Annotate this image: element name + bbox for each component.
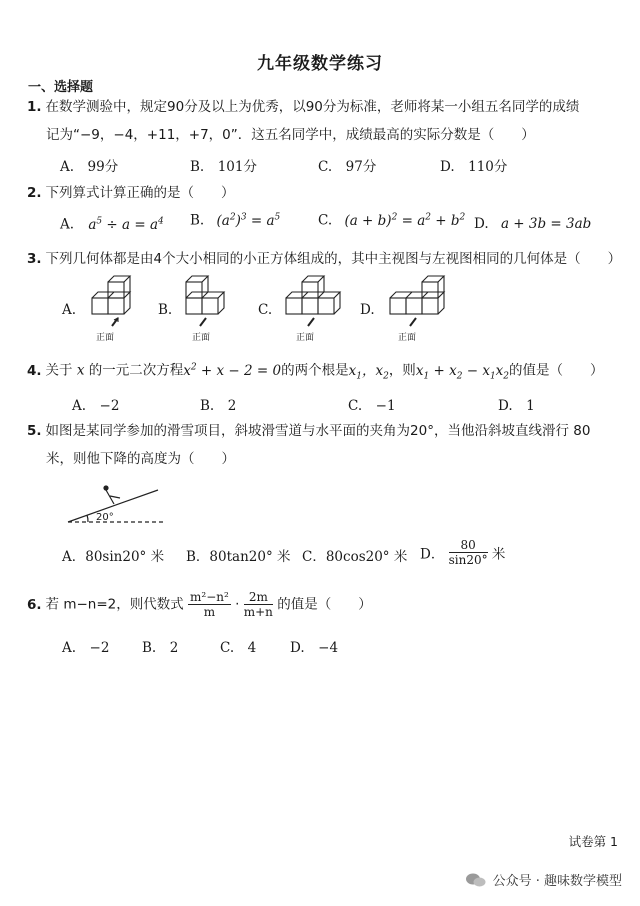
q5-option-a: A．80sin20° 米 bbox=[62, 549, 165, 565]
cube-figure-d bbox=[386, 272, 456, 332]
option-label: D. bbox=[474, 216, 489, 232]
fraction-2 bbox=[244, 590, 273, 619]
watermark-text: 公众号 · 趣味数学模型 bbox=[492, 874, 622, 889]
question-text: ，则 bbox=[388, 362, 416, 379]
q5-option-b: B．80tan20° 米 bbox=[186, 549, 291, 565]
section-heading: 一、选择题 bbox=[28, 80, 94, 95]
front-label-d: 正面 bbox=[398, 333, 417, 343]
unit: 米 bbox=[491, 546, 506, 563]
q1-option-d: D. 110分 bbox=[440, 159, 508, 175]
option-label: D． bbox=[420, 546, 445, 563]
question-6: 6. 若 m−n=2，则代数式 $\frac{\text{m²−n²}}{m}$ · $\frac{2m}{m+n}$ 的值是（ ） bbox=[27, 590, 372, 619]
question-number: 2. bbox=[27, 185, 42, 201]
option-label: B. bbox=[190, 212, 205, 229]
fraction bbox=[449, 538, 488, 567]
question-text: 的一元二次方程 bbox=[88, 362, 184, 379]
wechat-icon bbox=[465, 872, 487, 888]
numerator: m²−n² bbox=[190, 590, 229, 604]
question-number: 3. bbox=[27, 251, 42, 267]
question-number: 4. bbox=[27, 362, 42, 379]
q2-option-a: A. $a^5 \div a = a^4$ bbox=[60, 216, 164, 233]
q3-label-b: B. bbox=[158, 302, 173, 318]
question-text: 如图是某同学参加的滑雪项目，斜坡滑雪道与水平面的夹角为20°，当他沿斜坡直线滑行 80 bbox=[45, 423, 591, 439]
denominator: sin20° bbox=[448, 553, 488, 567]
question-3 bbox=[27, 248, 621, 270]
question-5 bbox=[27, 420, 590, 442]
question-number: 5. bbox=[27, 423, 42, 439]
denominator: m bbox=[203, 605, 216, 619]
q6-option-d: D. −4 bbox=[290, 640, 339, 656]
question-text: 的值是（ ） bbox=[277, 596, 372, 613]
question-5-line2: 米，则他下降的高度为（ ） bbox=[46, 451, 235, 467]
q1-option-b: B. 101分 bbox=[190, 159, 257, 175]
q6-option-a: A. −2 bbox=[62, 640, 110, 656]
option-label: A. bbox=[60, 216, 75, 233]
q4-option-d: D. 1 bbox=[498, 398, 535, 414]
cube-figure-c bbox=[282, 272, 352, 332]
question-1-line2: 记为“−9，−4，+11，+7，0”．这五名同学中，成绩最高的实际分数是（ ） bbox=[46, 127, 535, 143]
denominator: m+n bbox=[243, 605, 273, 619]
angle-label: 20° bbox=[96, 512, 114, 523]
question-number: 1. bbox=[27, 99, 42, 115]
q6-option-c: C. 4 bbox=[220, 640, 257, 656]
q1-option-c: C. 97分 bbox=[318, 159, 377, 175]
front-label-c: 正面 bbox=[296, 333, 315, 343]
question-number: 6. bbox=[27, 596, 42, 613]
front-label-b: 正面 bbox=[192, 333, 211, 343]
question-1 bbox=[27, 96, 579, 118]
watermark bbox=[465, 870, 622, 889]
page-title: 九年级数学练习 bbox=[257, 54, 383, 74]
question-2 bbox=[27, 182, 235, 204]
q5-option-d bbox=[420, 538, 505, 567]
question-4: 4. 关于 x 的一元二次方程$x^2 + x - 2 = 0$的两个根是$x_1$，$x_2$，则$x_1 + x_2 - x_1x_2$的值是（ ） bbox=[27, 362, 604, 382]
q2-option-d: D. a + 3b = 3ab bbox=[474, 216, 592, 232]
question-text: 在数学测验中，规定90分及以上为优秀，以90分为标准，老师将某一小组五名同学的成绩 bbox=[45, 99, 580, 115]
page-footer: 试卷第 1 bbox=[568, 834, 618, 849]
front-label-a: 正面 bbox=[96, 333, 115, 343]
question-text: 关于 bbox=[45, 362, 73, 379]
numerator: 80 bbox=[449, 538, 488, 553]
q2-option-c: C. $(a + b)^2 = a^2 + b^2$ bbox=[318, 212, 466, 229]
q4-option-a: A. −2 bbox=[72, 398, 120, 414]
cube-figure-b bbox=[182, 272, 242, 332]
question-text: 的两个根是 bbox=[281, 362, 349, 379]
q3-label-a: A. bbox=[62, 302, 77, 318]
q2-option-b: B. $(a^2)^3 = a^5$ bbox=[190, 212, 281, 229]
option-label: C. bbox=[318, 212, 333, 229]
q1-option-a: A. 99分 bbox=[60, 159, 119, 175]
q3-label-d: D. bbox=[360, 302, 375, 318]
q6-option-b: B. 2 bbox=[142, 640, 179, 656]
question-text: 下列算式计算正确的是（ ） bbox=[45, 185, 235, 201]
question-text: 若 m−n=2，则代数式 bbox=[45, 596, 184, 613]
q5-option-c: C．80cos20° 米 bbox=[302, 549, 408, 565]
fraction-1 bbox=[188, 590, 231, 619]
slope-diagram bbox=[62, 476, 172, 528]
q4-option-c: C. −1 bbox=[348, 398, 396, 414]
question-text: 的值是（ ） bbox=[509, 362, 604, 379]
numerator: 2m bbox=[244, 590, 273, 605]
q3-label-c: C. bbox=[258, 302, 273, 318]
question-text: 下列几何体都是由4个大小相同的小正方体组成的，其中主视图与左视图相同的几何体是（ ） bbox=[45, 251, 622, 267]
cube-figure-a bbox=[88, 272, 148, 332]
q4-option-b: B. 2 bbox=[200, 398, 237, 414]
